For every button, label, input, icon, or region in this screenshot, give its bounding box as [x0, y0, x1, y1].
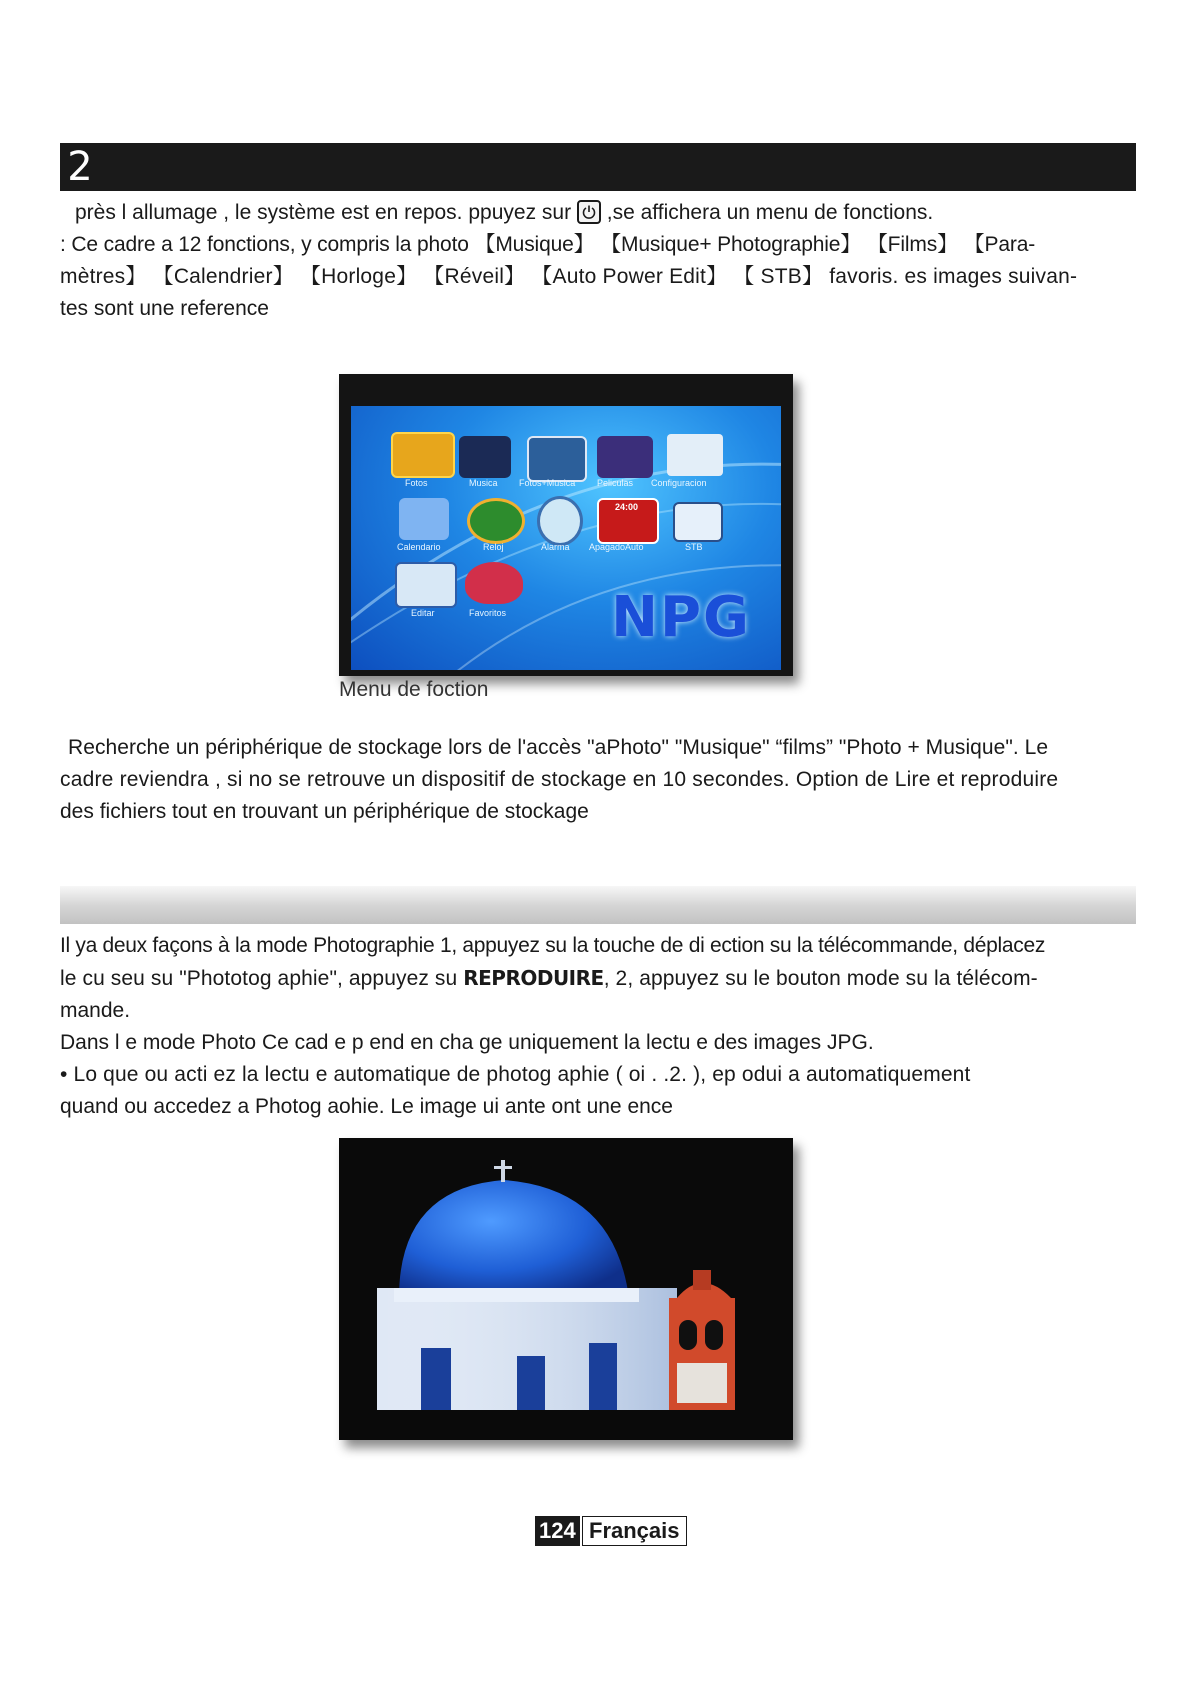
alarm-menu-icon — [537, 496, 583, 546]
photo-mode-line-2: le cu seu su "Phototog aphie", appuyez su REPRODUIRE, 2, appuyez su le bouton mode su la télécom- — [60, 966, 1038, 990]
menu-screen — [351, 406, 781, 670]
movies-menu-icon — [597, 436, 653, 478]
power-icon — [577, 200, 601, 224]
intro-line-4: tes sont une reference — [60, 297, 269, 320]
reproduire-key-label: REPRODUIRE — [463, 966, 604, 990]
menu-screenshot — [339, 374, 793, 676]
menu-label-alarm: Alarma — [541, 542, 570, 552]
intro-paragraph — [60, 197, 1136, 325]
intro-line-3: mètres】 【Calendrier】 【Horloge】 【Réveil】 【Auto Power Edit】 【 STB】 favoris. es images suivan- — [60, 265, 1078, 288]
section-number: 2 — [67, 144, 93, 190]
church-photo-illustration — [339, 1138, 793, 1440]
music-menu-icon — [459, 436, 511, 478]
menu-label-photo-music: Fotos+Musica — [519, 478, 576, 488]
menu-label-stb: STB — [685, 542, 703, 552]
settings-menu-icon — [667, 434, 723, 476]
menu-label-edit: Editar — [411, 608, 435, 618]
favorites-menu-icon — [465, 562, 523, 604]
menu-label-auto-power: ApagadoAuto — [589, 542, 644, 552]
search-paragraph — [60, 732, 1136, 828]
menu-label-movies: Peliculas — [597, 478, 634, 488]
stb-menu-icon — [673, 502, 723, 542]
church-photo — [339, 1138, 793, 1440]
menu-label-settings: Configuracion — [651, 478, 707, 488]
intro-line-1: près l allumage , le système est en repos. ppuyez sur ,se affichera un menu de fonctions. — [75, 201, 934, 224]
clock-menu-icon — [467, 498, 525, 544]
photo-mode-line-5: • Lo que ou acti ez la lectu e automatique de photog aphie ( oi . .2. ), ep odui a automatiquement — [60, 1063, 971, 1086]
intro-line-2: : Ce cadre a 12 fonctions, y compris la photo 【Musique】 【Musique+ Photographie】 【Films】 【Para- — [60, 233, 1036, 256]
menu-label-music: Musica — [469, 478, 498, 488]
menu-label-clock: Reloj — [483, 542, 504, 552]
auto-power-clock-text: 24:00 — [615, 502, 639, 512]
section-header-bar — [60, 143, 1136, 191]
menu-label-calendar: Calendario — [397, 542, 441, 552]
calendar-menu-icon — [399, 498, 449, 540]
search-line-2: cadre reviendra , si no se retrouve un dispositif de stockage en 10 secondes. Option de Lire et reproduire — [60, 768, 1059, 791]
subsection-header-bar — [60, 886, 1136, 924]
menu-caption: Menu de foction — [339, 678, 489, 701]
photo-mode-line-1: Il ya deux façons à la mode Photographie 1, appuyez su la touche de di ection su la télécommande, déplacez — [60, 934, 1046, 957]
edit-menu-icon — [395, 562, 457, 608]
photo-mode-line-4: Dans l e mode Photo Ce cad e p end en cha ge uniquement la lectu e des images JPG. — [60, 1031, 874, 1054]
language-label: Français — [582, 1516, 687, 1546]
photo-menu-icon — [391, 432, 455, 478]
search-line-3: des fichiers tout en trouvant un périphérique de stockage — [60, 800, 589, 823]
photo-music-menu-icon — [527, 436, 587, 482]
menu-label-photo: Fotos — [405, 478, 428, 488]
menu-label-favorites: Favoritos — [469, 608, 507, 618]
photo-mode-paragraph — [60, 930, 1136, 1123]
photo-mode-line-6: quand ou accedez a Photog aohie. Le image ui ante ont une ence — [60, 1095, 673, 1118]
npg-logo: NPG — [611, 585, 751, 650]
photo-mode-line-3: mande. — [60, 999, 131, 1022]
search-line-1: Recherche un périphérique de stockage lors de l'accès "aPhoto" "Musique" “films” "Photo + Musique". Le — [68, 736, 1049, 759]
auto-power-menu-icon — [597, 498, 659, 544]
page-number: 124 — [535, 1516, 580, 1546]
